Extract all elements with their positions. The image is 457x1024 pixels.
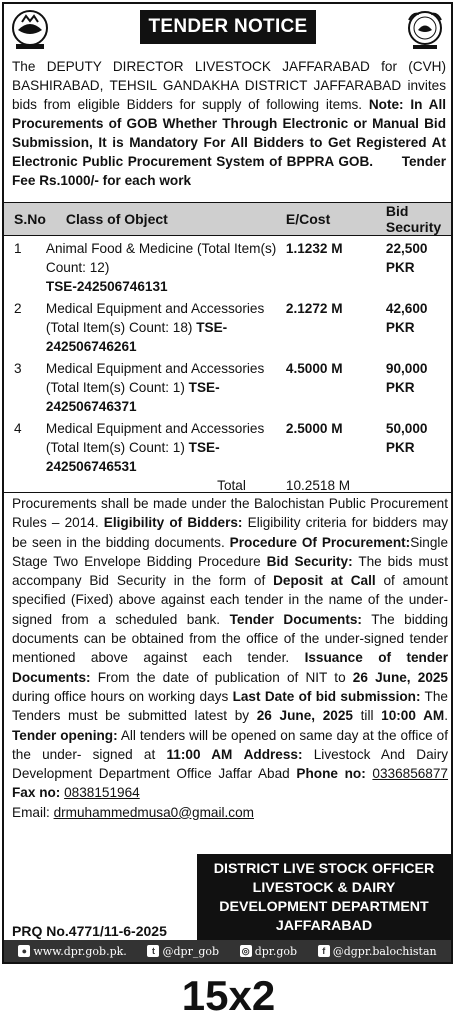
row-sno: 3	[14, 361, 22, 376]
table-row	[4, 296, 451, 356]
issuing-officer-box	[197, 854, 451, 942]
row-tse: TSE-242506746371	[45, 380, 220, 414]
row-sno: 1	[14, 241, 22, 256]
row-sno: 2	[14, 301, 22, 316]
officer-line: DISTRICT LIVE STOCK OFFICER	[213, 861, 435, 877]
notice-title: TENDER NOTICE	[140, 10, 316, 44]
officer-line: DEVELOPMENT DEPARTMENT	[219, 899, 429, 915]
row-cost: 2.5000 M	[285, 421, 343, 436]
row-tse: TSE-242506746131	[45, 279, 168, 294]
header-cost: E/Cost	[286, 203, 386, 236]
notice-header	[4, 4, 451, 56]
phone-number: 0336856877	[372, 766, 448, 782]
website-link[interactable]: ● www.dpr.gob.pk.	[18, 945, 126, 958]
row-tse: TSE-242506746531	[45, 440, 220, 474]
header-bid-security: Bid Security	[386, 203, 451, 236]
email-link[interactable]: drmuhammedmusa0@gmail.com	[53, 804, 254, 820]
registration-note: Note: In All Procurements of GOB Whether Through Electronic or Manual Bid Submission, It is Mandatory For All Bidders to Get Registered At Electronic Public Procurement System of BPPRA GOB.	[12, 97, 447, 169]
row-object: Medical Equipment and Accessories (Total Item(s) Count: 18) TSE-242506746261	[45, 301, 265, 354]
row-object: Medical Equipment and Accessories (Total Item(s) Count: 1) TSE-242506746531	[45, 421, 265, 474]
row-cost: 4.5000 M	[285, 361, 343, 376]
row-tse: TSE-242506746261	[45, 320, 228, 354]
facebook-link[interactable]: f @dgpr.balochistan	[318, 945, 437, 958]
header-object: Class of Object	[46, 203, 286, 236]
intro-paragraph	[12, 57, 446, 190]
items-table	[4, 202, 451, 495]
row-sno: 4	[14, 421, 22, 436]
instagram-link[interactable]: ◎ dpr.gob	[240, 945, 297, 958]
row-bid-security: 22,500 PKR	[385, 241, 428, 275]
total-label: Total	[217, 478, 246, 493]
total-value: 10.2518 M	[285, 478, 351, 493]
row-object: Medical Equipment and Accessories (Total Item(s) Count: 1) TSE-242506746371	[45, 361, 265, 414]
ad-size-label: 15x2	[181, 972, 276, 1019]
facebook-icon: f	[318, 945, 330, 957]
intro-text: The DEPUTY DIRECTOR LIVESTOCK JAFFARABAD for (CVH) BASHIRABAD, TEHSIL GANDAKHA DISTRICT JAFFARABAD invites bids from eligible Bidders for supply of following items.	[12, 59, 446, 112]
table-row	[4, 416, 451, 476]
prq-number: PRQ No.4771/11-6-2025	[12, 923, 167, 939]
row-bid-security: 42,600 PKR	[385, 301, 428, 335]
row-bid-security: 90,000 PKR	[385, 361, 428, 395]
table-row	[4, 236, 451, 297]
social-footer	[4, 940, 451, 962]
balochistan-emblem-icon	[10, 8, 50, 52]
table-row	[4, 356, 451, 416]
row-object: Animal Food & Medicine (Total Item(s) Count: 12) TSE-242506746131	[45, 241, 277, 294]
terms-paragraph: Procurements shall be made under the Balochistan Public Procurement Rules – 2014. Eligibility of Bidders: Eligibility criteria for bidders may be seen in the bidding documents. Procedure Of Procurement:Single Stage Two Envelope Bidding Procedure Bid Security: The bids must accompany Bid Security in the form of Deposit at Call of amount specified (Fixed) above against each tender in the name of the under-signed from a scheduled bank. Tender Documents: The bidding documents can be obtained from the office of the under-signed tender mentioned above against each tender. Issuance of tender Documents: From the date of publication of NIT to 26 June, 2025 during office hours on working days Last Date of bid submission: The Tenders must be submitted latest by 26 June, 2025 till 10:00 AM. Tender opening: All tenders will be opened on same day at the office of the under- signed at 11:00 AM Address: Livestock And Dairy Development Department Office Jaffar Abad Phone no: 0336856877 Fax no: 0838151964 Email: drmuhammedmusa0@gmail.com	[12, 496, 449, 820]
table-header-row	[4, 203, 451, 236]
fax-number: 0838151964	[64, 785, 140, 801]
row-cost: 1.1232 M	[285, 241, 343, 256]
section-divider	[4, 492, 451, 493]
livestock-department-emblem-icon	[405, 8, 445, 52]
twitter-icon: t	[147, 945, 159, 957]
instagram-icon: ◎	[240, 945, 252, 957]
globe-icon: ●	[18, 945, 30, 957]
tender-notice-frame	[2, 2, 453, 964]
tender-fee: Tender Fee Rs.1000/- for each work	[12, 154, 446, 188]
officer-line: JAFFARABAD	[275, 918, 373, 934]
row-cost: 2.1272 M	[285, 301, 343, 316]
officer-line: LIVESTOCK & DAIRY	[252, 880, 396, 896]
row-bid-security: 50,000 PKR	[385, 421, 428, 455]
header-sno: S.No	[4, 203, 46, 236]
twitter-link[interactable]: t @dpr_gob	[147, 945, 219, 958]
